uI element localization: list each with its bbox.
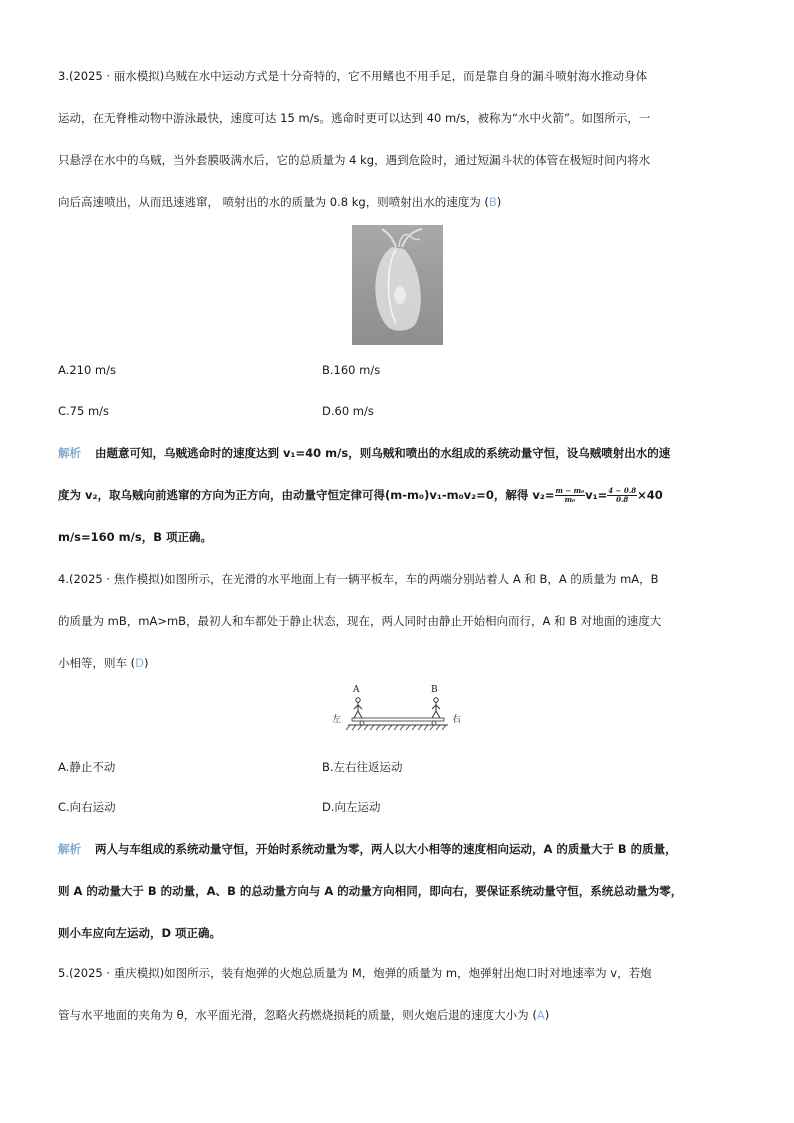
q3-line-1: 3.(2025 · 丽水模拟)乌贼在水中运动方式是十分奇特的，它不用鳍也不用手足，而是靠自身的漏斗喷射海水推动身体 <box>58 69 648 83</box>
q3-explanation-line-2: 度为 v₂，取乌贼向前逃窜的方向为正方向，由动量守恒定律可得(m-m₀)v₁-m₀v₂=0，解得 v₂= $\frac{\text{m − m₀}}{\text{m₀}}$ v₁= $\frac{4 - 0.8}{0.8}$ ×40 <box>58 486 663 504</box>
q4-line-1: 4.(2025 · 焦作模拟)如图所示，在光滑的水平地面上有一辆平板车，车的两端分别站着人 A 和 B，A 的质量为 mA，B <box>58 572 659 586</box>
q4-explanation-line-2: 则 A 的动量大于 B 的动量，A、B 的总动量方向与 A 的动量方向相同，即向右，要保证系统动量守恒，系统总动量为零， <box>58 884 683 898</box>
q3-option-d: D.60 m/s <box>322 404 374 418</box>
q5-answer: A <box>536 1008 545 1022</box>
q3-explanation-line-3: m/s=160 m/s，B 项正确。 <box>58 530 212 544</box>
q4-option-d: D.向左运动 <box>322 800 381 814</box>
q3-fraction-2: $\frac{4 - 0.8}{0.8}$ <box>608 486 637 504</box>
person-b-label: B <box>431 685 438 695</box>
q3-explanation-line-1: 解析 由题意可知，乌贼逃命时的速度达到 v₁=40 m/s，则乌贼和喷出的水组成的系统动量守恒，设乌贼喷射出水的速 <box>58 446 671 460</box>
q3-option-c: C.75 m/s <box>58 404 110 418</box>
q3-answer: B <box>488 195 497 209</box>
q3-line-2: 运动，在无脊椎动物中游泳最快，速度可达 15 m/s。逃命时更可以达到 40 m/s，被称为“水中火箭”。如图所示，一 <box>58 111 651 125</box>
q5-line-2: 管与水平地面的夹角为 θ，水平面光滑，忽略火药燃烧损耗的质量，则火炮后退的速度大小为 (A) <box>58 1008 550 1022</box>
q3-jiexi-label: 解析 <box>58 446 81 460</box>
left-label: 左 <box>332 715 342 725</box>
q3-option-a: A.210 m/s <box>58 363 116 377</box>
q4-line-3: 小相等，则车 (D) <box>58 656 149 670</box>
right-label: 右 <box>452 715 462 725</box>
q4-option-a: A.静止不动 <box>58 760 116 774</box>
q4-option-c: C.向右运动 <box>58 800 116 814</box>
q4-jiexi-label: 解析 <box>58 842 81 856</box>
q4-option-b: B.左右往返运动 <box>322 760 403 774</box>
q3-fraction-1: $\frac{\text{m − m₀}}{\text{m₀}}$ <box>555 486 585 504</box>
q3-line-3: 只悬浮在水中的乌贼，当外套膜吸满水后，它的总质量为 4 kg，遇到危险时，通过短漏斗状的体管在极短时间内将水 <box>58 153 651 167</box>
squid-photo <box>352 225 443 345</box>
person-a-label: A <box>353 685 360 695</box>
q4-answer: D <box>135 656 145 670</box>
q3-line-4: 向后高速喷出，从而迅速逃窜， 喷射出的水的质量为 0.8 kg，则喷射出水的速度为 (B) <box>58 195 502 209</box>
q5-line-1: 5.(2025 · 重庆模拟)如图所示，装有炮弹的火炮总质量为 M，炮弹的质量为 m，炮弹射出炮口时对地速率为 v，若炮 <box>58 966 652 980</box>
q4-explanation-line-1: 解析 两人与车组成的系统动量守恒，开始时系统动量为零，两人以大小相等的速度相向运动，A 的质量大于 B 的质量， <box>58 842 677 856</box>
q4-explanation-line-3: 则小车应向左运动，D 项正确。 <box>58 926 222 940</box>
q4-line-2: 的质量为 mB，mA>mB，最初人和车都处于静止状态，现在，两人同时由静止开始相向而行，A 和 B 对地面的速度大 <box>58 614 662 628</box>
q3-option-b: B.160 m/s <box>322 363 381 377</box>
cart-diagram <box>330 685 468 735</box>
